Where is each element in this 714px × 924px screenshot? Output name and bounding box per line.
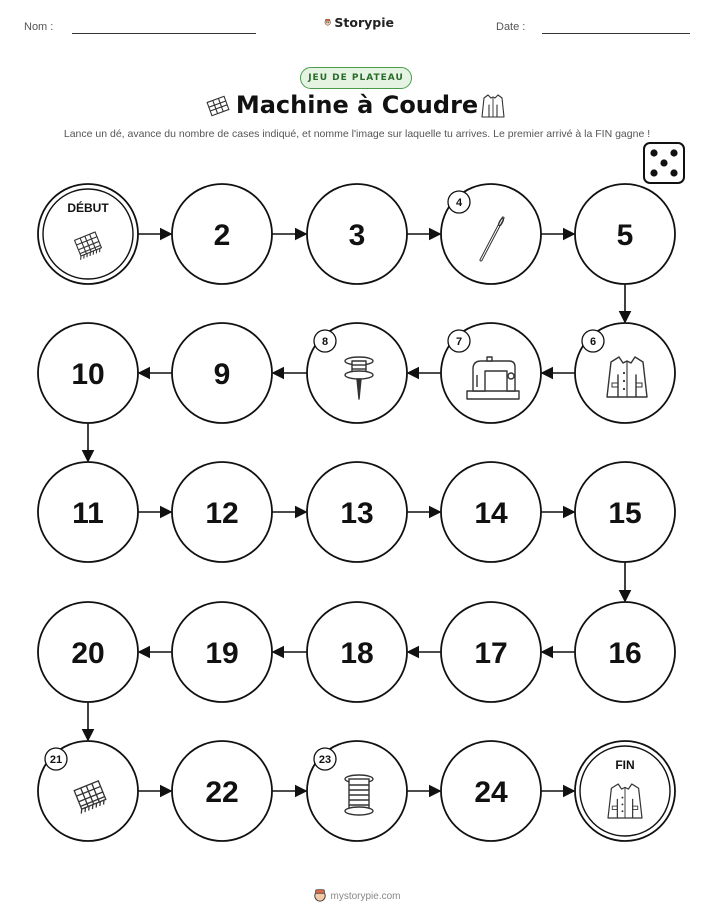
space-circle [38,184,138,284]
space-number: 16 [608,637,642,670]
board-space[interactable] [441,602,541,702]
footer-url: mystorypie.com [330,891,401,902]
space-number: 18 [340,637,374,670]
board-space[interactable] [441,462,541,562]
space-label: FIN [615,758,635,772]
thread-spool-icon [345,775,373,815]
space-number: 20 [71,637,105,670]
board-space[interactable] [172,323,272,423]
space-number: 17 [474,637,508,670]
space-number: 7 [455,336,463,348]
board-space[interactable] [575,602,675,702]
jacket-icon [607,357,647,397]
space-number: 24 [474,776,508,809]
board-space[interactable] [172,462,272,562]
jacket-icon [608,784,642,818]
name-label: Nom : [24,21,54,33]
board-space[interactable] [307,602,407,702]
space-number: 5 [616,219,634,252]
footer [0,888,714,902]
board-space[interactable] [307,741,407,841]
board-space[interactable] [575,323,675,423]
space-number: 23 [318,754,332,766]
space-number: 11 [72,497,104,530]
space-number: 6 [589,336,597,348]
instructions: Lance un dé, avance du nombre de cases indiqué, et nomme l'image sur laquelle tu arrives. Le premier arrivé à la FIN gagne ! [63,128,651,140]
board-space[interactable] [38,184,138,284]
space-number: 4 [455,197,463,209]
space-number: 21 [49,754,63,766]
storypie-mascot-icon [313,888,327,902]
board-space[interactable] [441,741,541,841]
board-space[interactable] [172,602,272,702]
space-number: 12 [205,497,239,530]
board-space[interactable] [575,184,675,284]
board-space[interactable] [441,323,541,423]
board-space[interactable] [575,462,675,562]
board-space[interactable] [172,741,272,841]
space-number: 14 [474,497,508,530]
space-number: 9 [213,358,231,391]
date-label: Date : [496,21,526,33]
space-number: 19 [205,637,239,670]
page-title: Machine à Coudre [235,91,479,119]
board-space[interactable] [441,184,541,284]
board-space[interactable] [38,323,138,423]
space-number: 2 [213,219,231,252]
space-number: 22 [205,776,239,809]
space-number: 10 [71,358,105,391]
game-badge: JEU DE PLATEAU [300,67,412,89]
board-space[interactable] [38,602,138,702]
board-space[interactable] [38,741,138,841]
board-space[interactable] [307,184,407,284]
space-number: 15 [608,497,642,530]
board-space[interactable] [172,184,272,284]
board-space[interactable] [307,462,407,562]
board-space[interactable] [38,462,138,562]
board-space[interactable] [575,741,675,841]
space-number: 8 [321,336,329,348]
brand-name: Storypie [334,14,394,30]
board-space[interactable] [307,323,407,423]
space-number: 3 [348,219,366,252]
space-label: DÉBUT [67,201,109,215]
space-number: 13 [340,497,374,530]
